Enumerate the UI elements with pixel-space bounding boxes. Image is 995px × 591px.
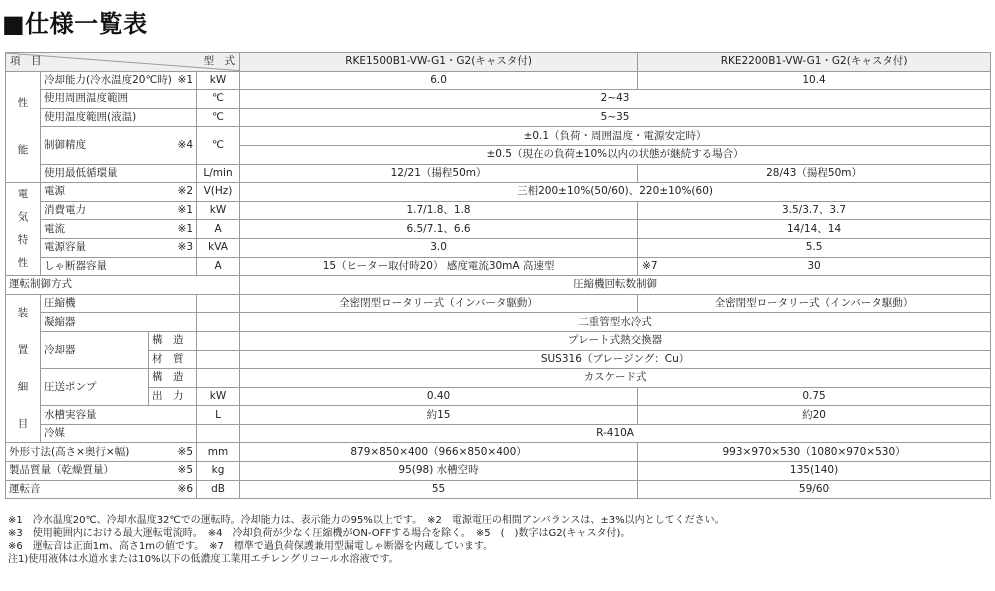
row-label-refrigerant: 冷媒 — [41, 424, 197, 443]
unit-cell — [197, 294, 240, 313]
unit-cell: kg — [197, 462, 240, 481]
unit-cell: ℃ — [197, 127, 240, 164]
footnote-line: 注1)使用液体は水道水または10%以下の低濃度工業用エチレングリコール水溶液です。 — [8, 554, 399, 565]
table-row — [6, 201, 991, 220]
value-cell: ※7 30 — [638, 257, 991, 276]
table-row — [6, 462, 991, 481]
category-device: 装 置 細 目 — [6, 294, 41, 443]
table-row — [6, 127, 991, 146]
row-label-current: 電流 ※1 — [41, 220, 197, 239]
table-row — [6, 369, 991, 388]
value-cell: カスケード式 — [240, 369, 991, 388]
table-row — [6, 294, 991, 313]
unit-cell: kW — [197, 71, 240, 90]
unit-cell: ℃ — [197, 108, 240, 127]
table-row — [6, 350, 991, 369]
row-label-control-accuracy: 制御精度 ※4 — [41, 127, 197, 164]
row-label-liquid-range: 使用温度範囲(液温) — [41, 108, 197, 127]
header-row — [6, 53, 991, 72]
value-cell: 3.5/3.7、3.7 — [638, 201, 991, 220]
value-cell: SUS316（ブレージング：Cu） — [240, 350, 991, 369]
unit-cell — [197, 313, 240, 332]
value-cell: ±0.1（負荷・周囲温度・電源安定時） — [240, 127, 991, 146]
unit-cell: L/min — [197, 164, 240, 183]
value-cell: 135(140) — [638, 462, 991, 481]
row-label-ambient-range: 使用周囲温度範囲 — [41, 90, 197, 109]
header-cell-item-model — [6, 53, 240, 72]
unit-cell: dB — [197, 480, 240, 499]
value-cell: 59/60 — [638, 480, 991, 499]
table-row — [6, 480, 991, 499]
table-row — [6, 183, 991, 202]
value-cell: ±0.5（現在の負荷±10%以内の状態が継続する場合） — [240, 145, 991, 164]
value-cell: 圧縮機回転数制御 — [240, 276, 991, 295]
row-label-min-circulation: 使用最低循環量 — [41, 164, 197, 183]
model-b-header: RKE2200B1-VW-G1・G2(キャスタ付) — [638, 53, 991, 72]
unit-cell: kW — [197, 201, 240, 220]
footnotes — [8, 514, 725, 566]
sub-label-material: 材 質 — [149, 350, 197, 369]
sub-label-output: 出 力 — [149, 387, 197, 406]
table-row — [6, 313, 991, 332]
value-cell: 1.7/1.8、1.8 — [240, 201, 638, 220]
unit-cell: A — [197, 257, 240, 276]
sub-label-structure: 構 造 — [149, 331, 197, 350]
unit-cell — [197, 350, 240, 369]
page-title: ■仕様一覧表 — [2, 10, 148, 38]
unit-cell: mm — [197, 443, 240, 462]
row-label-dimensions: 外形寸法(高さ×奥行×幅) ※5 — [6, 443, 197, 462]
value-cell: 6.0 — [240, 71, 638, 90]
value-cell: 全密閉型ロータリー式（インバータ駆動） — [240, 294, 638, 313]
table-row — [6, 164, 991, 183]
value-cell: 15（ヒーター取付時20） 感度電流30mA 高速型 — [240, 257, 638, 276]
row-label-tank: 水槽実容量 — [41, 406, 197, 425]
row-label-operation-control: 運転制御方式 — [6, 276, 240, 295]
value-cell: 0.40 — [240, 387, 638, 406]
footnote-line: ※3 使用範囲内における最大運転電流時。 ※4 冷却負荷が少なく圧縮機がON-OFFする場合を除く。 ※5 ( )数字はG2(キャスタ付)。 — [8, 528, 631, 539]
model-label: 型 式 — [203, 55, 236, 67]
sub-label-structure: 構 造 — [149, 369, 197, 388]
unit-cell — [197, 369, 240, 388]
unit-cell: kW — [197, 387, 240, 406]
table-row — [6, 331, 991, 350]
value-cell: 約20 — [638, 406, 991, 425]
unit-cell: ℃ — [197, 90, 240, 109]
value-cell: 5~35 — [240, 108, 991, 127]
footnote-line: ※6 運転音は正面1m、高さ1mの値です。 ※7 標準で過負荷保護兼用型漏電しゃ断器を内蔵しています。 — [8, 541, 494, 552]
unit-cell — [197, 424, 240, 443]
table-row — [6, 220, 991, 239]
value-cell: 95(98) 水槽空時 — [240, 462, 638, 481]
unit-cell: V(Hz) — [197, 183, 240, 202]
value-cell: 5.5 — [638, 238, 991, 257]
table-row — [6, 387, 991, 406]
model-a-header: RKE1500B1-VW-G1・G2(キャスタ付) — [240, 53, 638, 72]
row-label-compressor: 圧縮機 — [41, 294, 197, 313]
value-cell: 0.75 — [638, 387, 991, 406]
row-label-breaker: しゃ断器容量 — [41, 257, 197, 276]
table-row — [6, 108, 991, 127]
table-row — [6, 443, 991, 462]
value-cell: 879×850×400（966×850×400） — [240, 443, 638, 462]
table-row — [6, 71, 991, 90]
value-cell: 二重管型水冷式 — [240, 313, 991, 332]
value-cell: R-410A — [240, 424, 991, 443]
value-cell: 12/21（揚程50m） — [240, 164, 638, 183]
category-electrical: 電 気 特 性 — [6, 183, 41, 276]
spec-table — [5, 52, 991, 499]
value-cell: 28/43（揚程50m） — [638, 164, 991, 183]
value-cell: 6.5/7.1、6.6 — [240, 220, 638, 239]
value-cell: プレート式熱交換器 — [240, 331, 991, 350]
value-cell: 全密閉型ロータリー式（インバータ駆動） — [638, 294, 991, 313]
item-label: 項 目 — [10, 55, 42, 67]
table-row — [6, 90, 991, 109]
value-cell: 14/14、14 — [638, 220, 991, 239]
table-row — [6, 257, 991, 276]
unit-cell: L — [197, 406, 240, 425]
unit-cell: kVA — [197, 238, 240, 257]
table-row — [6, 238, 991, 257]
row-label-pump: 圧送ポンプ — [41, 369, 149, 406]
row-label-power-capacity: 電源容量 ※3 — [41, 238, 197, 257]
row-label-noise: 運転音 ※6 — [6, 480, 197, 499]
value-cell: 2~43 — [240, 90, 991, 109]
value-cell: 3.0 — [240, 238, 638, 257]
value-cell: 三相200±10%(50/60)、220±10%(60) — [240, 183, 991, 202]
category-performance: 性 能 — [6, 71, 41, 183]
table-row — [6, 424, 991, 443]
value-cell: 55 — [240, 480, 638, 499]
unit-cell: A — [197, 220, 240, 239]
value-cell: 993×970×530（1080×970×530） — [638, 443, 991, 462]
table-row — [6, 276, 991, 295]
footnote-line: ※1 冷水温度20℃、冷却水温度32℃での運転時。冷却能力は、表示能力の95%以上です。 ※2 電源電圧の相間アンバランスは、±3%以内としてください。 — [8, 515, 725, 526]
row-label-cooling-capacity: 冷却能力(冷水温度20℃時) ※1 — [41, 71, 197, 90]
row-label-weight: 製品質量（乾燥質量） ※5 — [6, 462, 197, 481]
table-row — [6, 406, 991, 425]
unit-cell — [197, 331, 240, 350]
row-label-condenser: 凝縮器 — [41, 313, 197, 332]
row-label-power-consumption: 消費電力 ※1 — [41, 201, 197, 220]
value-cell: 約15 — [240, 406, 638, 425]
row-label-cooler: 冷却器 — [41, 331, 149, 368]
value-cell: 10.4 — [638, 71, 991, 90]
row-label-power-source: 電源 ※2 — [41, 183, 197, 202]
